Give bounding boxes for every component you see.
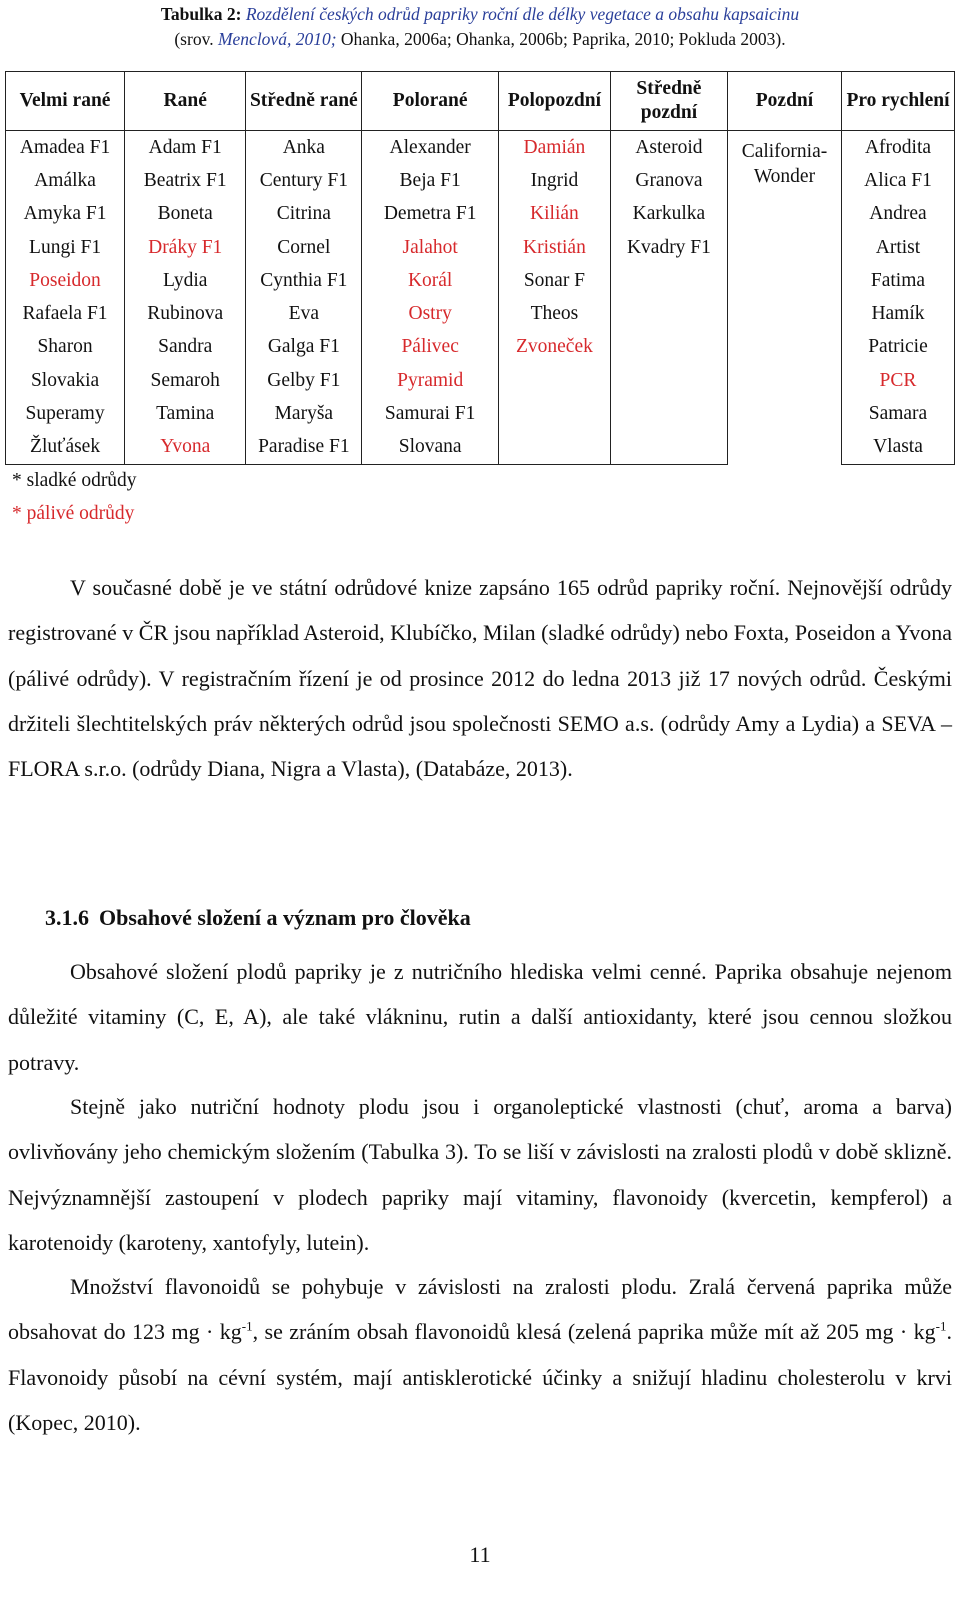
- variety-cell: Kvadry F1: [610, 231, 727, 264]
- legend-sweet: * sladké odrůdy: [12, 470, 137, 491]
- variety-cell: Cynthia F1: [246, 264, 362, 297]
- variety-cell: Damián: [498, 131, 610, 165]
- variety-cell: Galga F1: [246, 331, 362, 364]
- varieties-table: [5, 71, 955, 465]
- column-header: Pozdní: [727, 72, 841, 131]
- variety-cell: [610, 264, 727, 297]
- variety-cell: Ingrid: [498, 164, 610, 197]
- variety-cell: Zvoneček: [498, 331, 610, 364]
- variety-cell: Sandra: [125, 331, 246, 364]
- table-row: [6, 131, 955, 165]
- variety-cell: Hamík: [841, 297, 954, 330]
- table-header: [6, 72, 955, 131]
- paragraph-flavonoids: [8, 1264, 952, 1445]
- variety-cell: Sonar F: [498, 264, 610, 297]
- variety-cell: Asteroid: [610, 131, 727, 165]
- variety-cell: California-Wonder: [727, 131, 841, 465]
- variety-cell: Jalahot: [362, 231, 499, 264]
- section-title: Obsahové složení a význam pro člověka: [99, 905, 471, 930]
- variety-cell: [610, 431, 727, 465]
- variety-cell: Pálivec: [362, 331, 499, 364]
- variety-cell: [498, 364, 610, 397]
- paragraph-registry: V současné době je ve státní odrůdové knize zapsáno 165 odrůd papriky roční. Nejnovější odrůdy registrované v ČR jsou například Asteroid, Klubíčko, Milan (sladké odrůdy) nebo Foxta, Poseidon a Yvona (pálivé odrůdy). V registračním řízení je od prosince 2012 do ledna 2013 již 17 nových odrůd. Českými držiteli šlechtitelských práv některých odrůd jsou společnosti SEMO a.s. (odrůdy Amy a Lydia) a SEVA – FLORA s.r.o. (odrůdy Diana, Nigra a Vlasta), (Databáze, 2013).: [8, 575, 952, 782]
- column-header: Polopozdní: [498, 72, 610, 131]
- variety-cell: Patricie: [841, 331, 954, 364]
- table-caption: [0, 2, 960, 52]
- column-header: Velmi rané: [6, 72, 125, 131]
- column-header: Rané: [125, 72, 246, 131]
- variety-cell: Fatima: [841, 264, 954, 297]
- variety-cell: Semaroh: [125, 364, 246, 397]
- variety-cell: Citrina: [246, 198, 362, 231]
- variety-cell: [610, 297, 727, 330]
- variety-cell: [610, 364, 727, 397]
- section-number: 3.1.6: [45, 905, 89, 930]
- variety-cell: Korál: [362, 264, 499, 297]
- caption-line-1: [0, 2, 960, 27]
- page-number: 11: [469, 1542, 491, 1567]
- variety-cell: Slovana: [362, 431, 499, 465]
- variety-cell: Rafaela F1: [6, 297, 125, 330]
- variety-cell: PCR: [841, 364, 954, 397]
- variety-cell: Beatrix F1: [125, 164, 246, 197]
- legend-hot: * pálivé odrůdy: [12, 503, 135, 524]
- variety-cell: Alexander: [362, 131, 499, 165]
- variety-cell: Ostry: [362, 297, 499, 330]
- variety-cell: Yvona: [125, 431, 246, 465]
- column-header: Středně rané: [246, 72, 362, 131]
- paragraph-organoleptic: Stejně jako nutriční hodnoty plodu jsou i organoleptické vlastnosti (chuť, aroma a barva) ovlivňovány jeho chemickým složením (Tabulka 3). To se liší v závislosti na zralosti plodů v době sklizně. Nejvýznamnější zastoupení v plodech papriky mají vitaminy, flavonoidy (kvercetin, kempferol) a karotenoidy (karoteny, xantofyly, lutein).: [8, 1094, 952, 1255]
- variety-cell: Kristián: [498, 231, 610, 264]
- variety-cell: [498, 397, 610, 430]
- variety-cell: Century F1: [246, 164, 362, 197]
- section-heading: [45, 905, 471, 931]
- caption-sources: Ohanka, 2006a; Ohanka, 2006b; Paprika, 2010; Pokluda 2003).: [340, 29, 786, 49]
- table-body: [6, 131, 955, 465]
- caption-label: Tabulka 2:: [160, 4, 242, 24]
- variety-cell: Eva: [246, 297, 362, 330]
- variety-cell: Paradise F1: [246, 431, 362, 465]
- variety-cell: Superamy: [6, 397, 125, 430]
- flavonoids-text-2: , se zráním obsah flavonoidů klesá (zelená paprika může mít až 205 mg · kg: [252, 1319, 936, 1345]
- variety-cell: Samara: [841, 397, 954, 430]
- variety-cell: Theos: [498, 297, 610, 330]
- variety-cell: Tamina: [125, 397, 246, 430]
- variety-cell: Žluťásek: [6, 431, 125, 465]
- variety-cell: Granova: [610, 164, 727, 197]
- header-row: [6, 72, 955, 131]
- caption-title: Rozdělení českých odrůd papriky roční dle délky vegetace a obsahu kapsaicinu: [245, 4, 800, 24]
- variety-cell: Amadea F1: [6, 131, 125, 165]
- variety-cell: Samurai F1: [362, 397, 499, 430]
- flavonoids-text-3: . Flavonoidy působí na cévní systém, mají antisklerotické účinky a snižují hladinu cholesterolu v krvi (Kopec, 2010).: [8, 1319, 952, 1435]
- variety-cell: Lungi F1: [6, 231, 125, 264]
- variety-cell: Alica F1: [841, 164, 954, 197]
- variety-cell: Pyramid: [362, 364, 499, 397]
- variety-cell: Cornel: [246, 231, 362, 264]
- column-header: Středně pozdní: [610, 72, 727, 131]
- variety-cell: Afrodita: [841, 131, 954, 165]
- variety-cell: Kilián: [498, 198, 610, 231]
- variety-cell: Rubinova: [125, 297, 246, 330]
- variety-cell: [610, 397, 727, 430]
- column-header: Polorané: [362, 72, 499, 131]
- exponent-2: -1: [935, 1318, 947, 1334]
- column-header: Pro rychlení: [841, 72, 954, 131]
- variety-cell: Anka: [246, 131, 362, 165]
- variety-cell: Sharon: [6, 331, 125, 364]
- variety-cell: Karkulka: [610, 198, 727, 231]
- variety-cell: Beja F1: [362, 164, 499, 197]
- variety-cell: Slovakia: [6, 364, 125, 397]
- variety-cell: Lydia: [125, 264, 246, 297]
- variety-cell: Adam F1: [125, 131, 246, 165]
- variety-cell: Boneta: [125, 198, 246, 231]
- variety-cell: Dráky F1: [125, 231, 246, 264]
- caption-open: (srov.: [174, 29, 214, 49]
- flavonoids-text-1: Množství flavonoidů se pohybuje v závislosti na zralosti plodu. Zralá červená paprika může obsahovat do 123 mg · kg: [8, 1274, 952, 1345]
- paragraph-composition: Obsahové složení plodů papriky je z nutričního hlediska velmi cenné. Paprika obsahuje nejenom důležité vitaminy (C, E, A), ale také vlákninu, rutin a další antioxidanty, které jsou cennou složkou potravy.: [8, 959, 952, 1075]
- variety-cell: Demetra F1: [362, 198, 499, 231]
- variety-cell: Amyka F1: [6, 198, 125, 231]
- variety-cell: Gelby F1: [246, 364, 362, 397]
- variety-cell: Vlasta: [841, 431, 954, 465]
- variety-cell: Maryša: [246, 397, 362, 430]
- variety-cell: [610, 331, 727, 364]
- caption-source-blue: Menclová, 2010;: [217, 29, 337, 49]
- variety-cell: [498, 431, 610, 465]
- caption-line-2: [0, 27, 960, 52]
- variety-cell: Artist: [841, 231, 954, 264]
- variety-cell: Amálka: [6, 164, 125, 197]
- variety-cell: Poseidon: [6, 264, 125, 297]
- exponent-1: -1: [241, 1318, 253, 1334]
- variety-cell: Andrea: [841, 198, 954, 231]
